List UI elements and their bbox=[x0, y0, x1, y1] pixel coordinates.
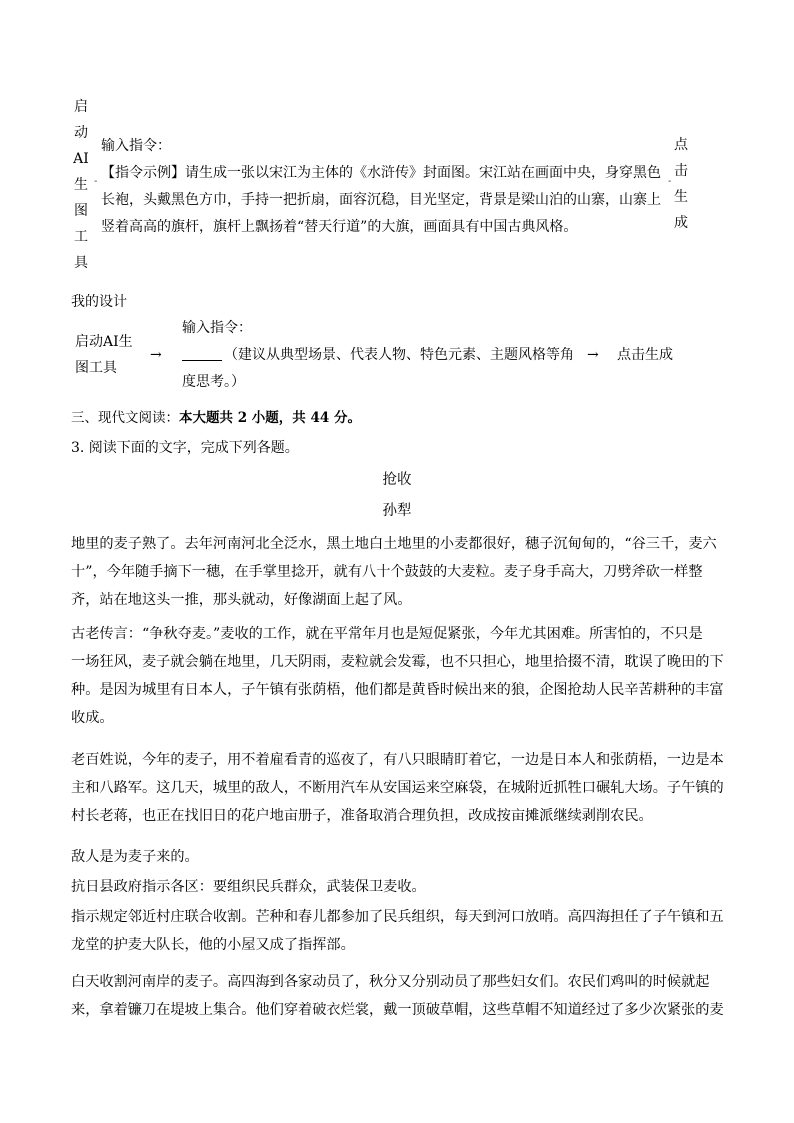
article-title: 抢收 bbox=[382, 472, 412, 488]
example-prompt-line: 长袍，头戴黑色方巾，手持一把折扇，面容沉稳，目光坚定，背景是梁山泊的山寨，山寨上 bbox=[101, 192, 661, 208]
design-heading: 我的设计 bbox=[71, 294, 127, 310]
example-start-char: AI bbox=[73, 151, 89, 167]
design-arrow-2: → bbox=[587, 347, 599, 363]
paragraph-line: 指示规定邻近村庄联合收割。芒种和春儿都参加了民兵组织，每天到河口放哨。高四海担任了子午镇和五 bbox=[71, 909, 724, 925]
section-heading-prefix: 三、现代文阅读： bbox=[71, 410, 179, 426]
paragraph-line: 来，拿着镰刀在堤坡上集合。他们穿着破衣烂裳，戴一顶破草帽，这些草帽不知道经过了多少次紧张的麦 bbox=[71, 1002, 724, 1018]
example-start-char: 具 bbox=[74, 255, 88, 271]
example-end-char: 击 bbox=[674, 163, 688, 179]
example-end-column bbox=[673, 132, 689, 236]
example-connector-right: - bbox=[668, 176, 672, 187]
example-end-char: 成 bbox=[674, 215, 688, 231]
article-author: 孙犁 bbox=[382, 503, 412, 519]
paragraph-line: 古老传言：“争秋夺麦。”麦收的工作，就在平常年月也是短促紧张，今年尤其困难。所害怕的，不只是 bbox=[71, 626, 703, 642]
article-paragraph bbox=[71, 746, 724, 830]
example-start-char: 启 bbox=[74, 99, 88, 115]
paragraph-line: 种。是因为城里有日本人，子午镇有张荫梧，他们都是黄昏时候出来的狼，企图抢劫人民辛苦耕种的丰富 bbox=[71, 682, 724, 698]
example-start-column bbox=[73, 94, 89, 276]
example-start-char: 生 bbox=[74, 177, 88, 193]
example-end-char: 点 bbox=[674, 137, 688, 153]
article-paragraph bbox=[71, 530, 721, 614]
example-start-char: 工 bbox=[74, 229, 88, 245]
design-end: 点击生成 bbox=[617, 347, 673, 363]
question-instruction: 3. 阅读下面的文字，完成下列各题。 bbox=[71, 440, 299, 456]
paragraph-line: 一场狂风，麦子就会躺在地里，几天阴雨，麦粒就会发霉，也不只担心，地里拾掇不清，耽误了晚田的下 bbox=[71, 654, 724, 670]
design-prompt-line bbox=[182, 345, 574, 365]
example-prompt-line: 【指令示例】请生成一张以宋江为主体的《水浒传》封面图。宋江站在画面中央，身穿黑色 bbox=[101, 165, 661, 181]
paragraph-line: 龙堂的护麦大队长，他的小屋又成了指挥部。 bbox=[71, 937, 355, 953]
article-paragraph bbox=[71, 968, 724, 1024]
design-prompt-hint-cont: 度思考。） bbox=[182, 374, 245, 390]
paragraph-line: 收成。 bbox=[71, 710, 114, 726]
paragraph-line: 抗日县政府指示各区：要组织民兵群众，武装保卫麦收。 bbox=[71, 879, 426, 895]
paragraph-line: 白天收割河南岸的麦子。高四海到各家动员了，秋分又分别动员了那些妇女们。农民们鸡叫的时候就起 bbox=[71, 974, 710, 990]
example-end-char: 生 bbox=[674, 189, 688, 205]
section-heading bbox=[71, 408, 361, 428]
paragraph-line: 十”，今年随手摘下一穗，在手掌里捻开，就有八十个鼓鼓的大麦粒。麦子身手高大，刀劈斧砍一样整 bbox=[71, 564, 703, 580]
design-start-line: 图工具 bbox=[75, 360, 117, 376]
design-start-line: 启动AI生 bbox=[75, 334, 133, 350]
article-paragraph bbox=[71, 903, 724, 959]
paragraph-line: 齐，站在地这头一推，那头就动，好像湖面上起了风。 bbox=[71, 592, 412, 608]
paragraph-line: 村长老蒋，也正在找旧日的花户地亩册子，准备取消合理负担，改成按亩摊派继续剥削农民。 bbox=[71, 808, 653, 824]
design-arrow-1: → bbox=[150, 347, 162, 363]
example-start-char: 图 bbox=[74, 203, 88, 219]
design-prompt-hint: （建议从典型场景、代表人物、特色元素、主题风格等角 bbox=[224, 347, 574, 363]
example-prompt-label: 输入指令： bbox=[101, 138, 171, 154]
design-answer-blank[interactable] bbox=[182, 346, 222, 361]
article-paragraph bbox=[71, 873, 721, 901]
paragraph-line: 主和八路军。这几天，城里的敌人，不断用汽车从安国运来空麻袋，在城附近抓牲口碾轧大场。子午镇的 bbox=[71, 780, 724, 796]
paragraph-line: 地里的麦子熟了。去年河南河北全泛水，黑土地白土地里的小麦都很好，穗子沉甸甸的，“谷三千，麦六 bbox=[71, 536, 717, 552]
article-paragraph bbox=[71, 620, 724, 732]
example-start-char: 动 bbox=[74, 125, 88, 141]
example-prompt-line: 竖着高高的旗杆，旗杆上飘扬着“替天行道”的大旗，画面具有中国古典风格。 bbox=[101, 219, 578, 235]
design-prompt-label: 输入指令： bbox=[182, 320, 252, 336]
example-connector-left: - bbox=[94, 176, 98, 187]
paragraph-line: 敌人是为麦子来的。 bbox=[71, 849, 199, 865]
paragraph-line: 老百姓说，今年的麦子，用不着雇看青的巡夜了，有八只眼睛盯着它，一边是日本人和张荫梧，一边是本 bbox=[71, 752, 724, 768]
article-paragraph bbox=[71, 843, 721, 871]
section-heading-bold: 本大题共 2 小题，共 44 分。 bbox=[179, 410, 361, 426]
